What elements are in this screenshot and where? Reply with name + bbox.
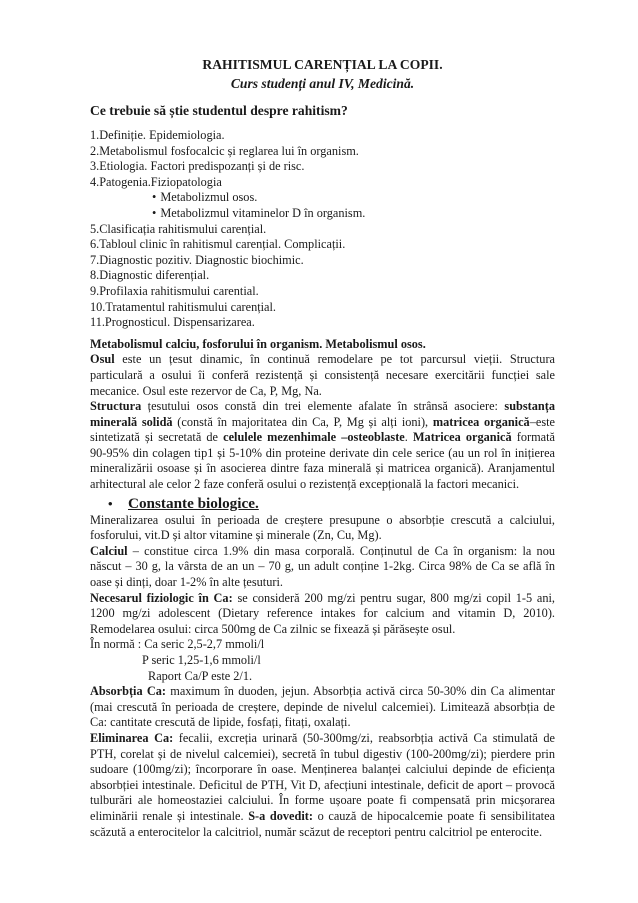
document-title: RAHITISMUL CARENȚIAL LA COPII. — [202, 57, 443, 72]
section-title: Metabolismul calciu, fosforului în organism. Metabolismul osos. — [90, 336, 426, 351]
paragraph-eliminarea: Eliminarea Ca: fecalii, excreția urinară (50-300mg/zi, reabsorbția activă Ca stimulată de PTH, corelat și de nivelul calcemiei), secretă în tubul digestiv (100-200mg/zi); pierdere prin sudoare (100mg/zi); încorporare în oase. Menținerea balanței calciului depinde de eficiența absorbției intestinale. Deficitul de PTH, Vit D, afecțiuni intestinale, deficit de aport – provocă tulburări ale homeostaziei calciului. În forme ușoare poate fi compensată prin micșorarea eliminării renale și intestinale. S-a dovedit: o cauză de hipocalcemie poate fi sensibilitatea scăzută a enterocitelor la calcitriol, număr scăzut de receptori pentru calcitriol pe enterocite. — [90, 730, 555, 839]
table-of-contents — [90, 128, 555, 331]
document-page — [90, 55, 555, 840]
toc-item: 2.Metabolismul fosfocalcic și reglarea lui în organism. — [90, 143, 359, 158]
paragraph-absorbtia: Absorbția Ca: maximum în duoden, jejun. Absorbția activă circa 50-30% din Ca alimentar (mai crescută în perioada de creștere, depinde de nivelul calcemiei). Limitează absorbția de Ca: cantitate crescută de lipide, fosfați, fitați, oxalați. — [90, 684, 555, 730]
toc-item: 5.Clasificația rahitismului carențial. — [90, 221, 267, 236]
toc-item: 10.Tratamentul rahitismului carențial. — [90, 299, 277, 314]
question-heading: Ce trebuie să știe studentul despre rahitism? — [90, 103, 348, 118]
toc-subitem: • Metabolizmul vitaminelor D în organism. — [90, 206, 555, 222]
paragraph-calciu: Calciul – constitue circa 1.9% din masa corporală. Conținutul de Ca în organism: la nou născut – 30 g, la vârsta de an un – 70 g, un adult conține 1-2kg. Circa 98% de Ca se află în oase și dinți, doar 1-2% în alte țesuturi. — [90, 543, 555, 590]
document-subtitle: Curs studenți anul IV, Medicină. — [230, 76, 415, 91]
toc-item: 1.Definiție. Epidemiologia. — [90, 128, 225, 142]
toc-item: 7.Diagnostic pozitiv. Diagnostic biochimic. — [90, 252, 304, 267]
paragraph-osul: Osul este un țesut dinamic, în continuă remodelare pe tot parcursul vieții. Structura particulară a osului îi conferă rezistență și consistență necesare exercitării funcției sale mecanice. Osul este rezervor de Ca, P, Mg, Na. — [90, 352, 555, 398]
toc-item: 3.Etiologia. Factori predispozanți și de risc. — [90, 159, 305, 174]
toc-item: 8.Diagnostic diferențial. — [90, 268, 210, 283]
paragraph-structura: Structura țesutului osos constă din trei elemente afalate în strânsă asociere: substanța minerală solidă (constă în majoritatea din Ca, P, Mg și alți ioni), matricea organică–este sintetizată și secretată de celulele mezenhimale –osteoblaste. Matricea organică formată 90-95% din colagen tip1 și 5-10% din proteine derivate din cele serice (au un rol în inițierea mineralizării osoase și în asocierea dintre faza minerală și matricea organică). Aranjamentul arhitectural ale celor 2 faze conferă osului o rezistență excepțională la factori mecanici. — [90, 399, 555, 492]
paragraph-necesar: Necesarul fiziologic în Ca: se consideră 200 mg/zi pentru sugar, 800 mg/zi copil 1-5 ani, 1200 mg/zi adolescent (Dietary reference intakes for calcium and vitamin D, 2010). Remodelarea osului: circa 500mg de Ca zilnic se fixează și părăsește osul. — [90, 590, 555, 636]
toc-item: 4.Patogenia.Fiziopatologia — [90, 174, 222, 189]
toc-subitem: • Metabolizmul osos. — [90, 190, 555, 206]
section-heading-constante: • Constante biologice. — [108, 494, 259, 512]
toc-item: 9.Profilaxia rahitismului carential. — [90, 283, 259, 298]
bullet-icon: • — [108, 495, 113, 511]
paragraph-mineralizare: Mineralizarea osului în perioada de creștere presupune o absorbție crescută a calciului, fosforului, vit.D și altor vitamine și minerale (Zn, Cu, Mg). — [90, 512, 555, 543]
normal-values: În normă : Ca seric 2,5-2,7 mmoli/l P seric 1,25-1,6 mmoli/l Raport Ca/P este 2/1. — [90, 637, 265, 683]
toc-item: 6.Tabloul clinic în rahitismul carențial. Complicații. — [90, 237, 346, 252]
toc-item: 11.Prognosticul. Dispensarizarea. — [90, 315, 255, 330]
